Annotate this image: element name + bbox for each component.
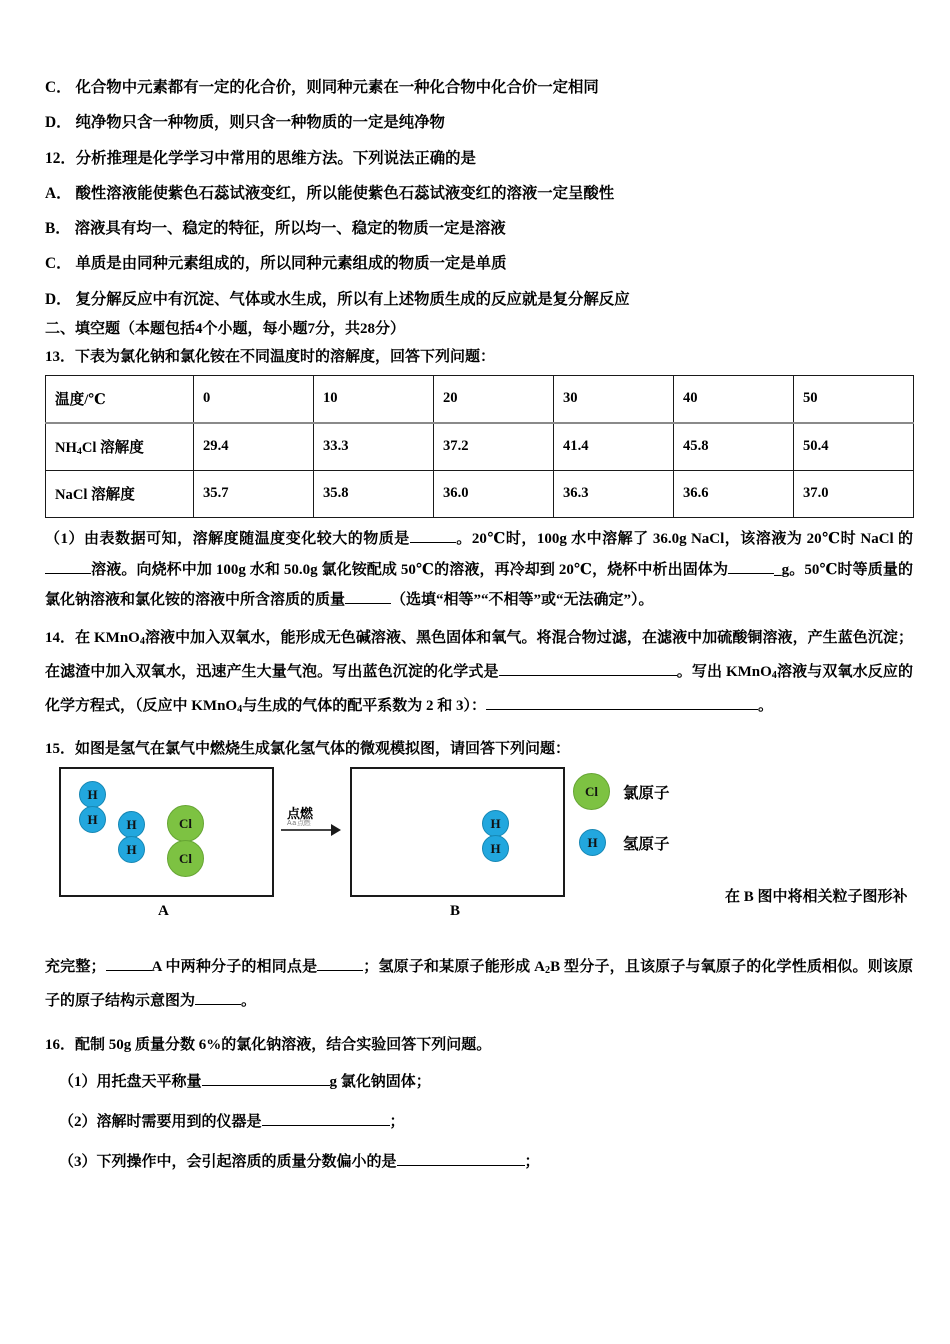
table-cell-temp-0: 0 <box>194 375 314 423</box>
table-cell-temp-1: 10 <box>314 375 434 423</box>
atom-label: H <box>87 786 98 802</box>
q16-blank-2[interactable] <box>262 1110 390 1126</box>
option-text-12-D: 复分解反应中有沉淀、气体或水生成，所以有上述物质生成的反应就是复分解反应 <box>75 290 630 308</box>
atom-hydrogen <box>118 836 145 863</box>
question-13-stem: 13．下表为氯化钠和氯化铵在不同温度时的溶解度，回答下列问题： <box>45 348 496 365</box>
question-13-body <box>45 524 913 616</box>
option-label-12-C: C． <box>45 255 72 273</box>
option-row-11-C <box>45 78 913 97</box>
question-12-stem: 12．分析推理是化学学习中常用的思维方法。下列说法正确的是 <box>45 149 476 167</box>
question-15-body <box>45 951 913 1019</box>
table-rowheader-nh4cl <box>46 423 194 471</box>
atom-label: H <box>490 840 501 856</box>
q15-text-3: ；氢原子和某原子能形成 A <box>363 959 546 976</box>
option-label-11-D: D． <box>45 114 72 132</box>
option-row-11-D <box>45 113 913 132</box>
arrow-shaft-icon <box>281 829 333 831</box>
table-cell-temp-3: 30 <box>554 375 674 423</box>
q14-text-2: 溶液中加入双氧水，能形成无色碱溶液、黑色固体和氧气。将混合物过滤，在滤液中加硫酸铜溶液，产生蓝色沉淀；在滤渣中加入双氧水，迅速产生大量气泡。写出蓝色沉淀的化学式是 <box>45 630 913 680</box>
table-cell-nacl-1: 35.8 <box>314 470 434 517</box>
arrow-head-icon <box>331 824 341 836</box>
question-16-stem: 16．配制 50g 质量分数 6%的氯化钠溶液，结合实验回答下列问题。 <box>45 1036 492 1053</box>
q13-text-1: （1）由表数据可知，溶解度随温度变化较大的物质是 <box>45 530 410 547</box>
table-cell-temp-2: 20 <box>434 375 554 423</box>
q13-blank-4[interactable] <box>345 588 391 604</box>
legend-item-hydrogen <box>573 825 913 906</box>
page-content <box>45 78 913 1180</box>
q13-text-5: （选填“相等”“不相等”或“无法确定”）。 <box>391 592 654 609</box>
q14-sub-3: 4 <box>237 703 243 715</box>
atom-hydrogen <box>118 811 145 838</box>
q15-blank-2[interactable] <box>317 955 363 971</box>
q15-sub-1: 2 <box>545 965 551 977</box>
chlorine-atom-icon <box>573 773 610 810</box>
reaction-arrow <box>281 803 343 847</box>
nh4cl-sub: 4 <box>76 446 82 458</box>
option-text-11-D: 纯净物只含一种物质，则只含一种物质的一定是纯净物 <box>75 114 445 132</box>
table-row-nh4cl <box>46 423 914 471</box>
question-16-item-2 <box>59 1110 913 1131</box>
solubility-table <box>45 375 914 518</box>
atom-label: Cl <box>179 815 192 831</box>
atom-label: H <box>126 816 137 832</box>
q16-item1-pre: （1）用托盘天平称量 <box>59 1073 202 1090</box>
nh4cl-pre: NH <box>55 440 77 457</box>
q14-text-4: 溶液与双氧水反应的化学方程式，（反应中 KMnO <box>45 663 913 714</box>
question-16-item-3 <box>59 1150 913 1171</box>
q14-blank-1[interactable] <box>499 660 677 676</box>
q15-text-2: A 中两种分子的相同点是 <box>151 959 318 976</box>
table-cell-nacl-5: 37.0 <box>794 470 914 517</box>
option-label-12-D: D． <box>45 290 72 308</box>
table-row-nacl <box>46 470 914 517</box>
q15-blank-3[interactable] <box>195 989 241 1005</box>
q13-blank-3[interactable] <box>728 558 774 574</box>
atom-chlorine <box>167 805 204 842</box>
hydrogen-atom-icon <box>579 829 606 856</box>
option-row-12-A <box>45 184 913 203</box>
option-text-12-B: 溶液具有均一、稳定的特征，所以均一、稳定的物质一定是溶液 <box>74 220 506 237</box>
table-cell-nh4cl-3: 41.4 <box>554 423 674 471</box>
diagram-box-b <box>350 767 565 897</box>
diagram-label-b: B <box>450 903 461 920</box>
table-cell-nh4cl-4: 45.8 <box>674 423 794 471</box>
q13-blank-1[interactable] <box>410 527 456 543</box>
option-row-12-B <box>45 219 913 238</box>
table-cell-nh4cl-0: 29.4 <box>194 423 314 471</box>
section-2-heading: 二、填空题（本题包括4个小题，每小题7分，共28分） <box>45 320 406 337</box>
option-text-12-A: 酸性溶液能使紫色石蕊试液变红，所以能使紫色石蕊试液变红的溶液一定呈酸性 <box>75 184 615 202</box>
question-16-item-1 <box>59 1070 913 1091</box>
q16-item3-pre: （3）下列操作中，会引起溶质的质量分数偏小的是 <box>59 1153 397 1170</box>
table-cell-nacl-4: 36.6 <box>674 470 794 517</box>
legend-symbol: H <box>587 834 598 850</box>
atom-label: Cl <box>179 850 192 866</box>
q13-text-3: 溶液。向烧杯中加 100g 水和 50.0g 氯化铵配成 50℃的溶液，再冷却到 20℃，烧杯中析出固体为 <box>91 561 729 578</box>
table-cell-nacl-0: 35.7 <box>194 470 314 517</box>
q16-blank-3[interactable] <box>397 1150 525 1166</box>
option-row-12-C <box>45 254 913 273</box>
q14-sub-1: 4 <box>139 636 145 648</box>
atom-chlorine <box>167 840 204 877</box>
diagram-label-a: A <box>158 903 169 920</box>
question-14-body <box>45 622 913 723</box>
option-text-11-C: 化合物中元素都有一定的化合价，则同种元素在一种化合物中化合价一定相同 <box>75 79 599 96</box>
table-rowheader-nacl: NaCl 溶解度 <box>46 470 194 517</box>
q16-item2-post: ； <box>389 1113 405 1130</box>
q13-blank-2[interactable] <box>45 558 91 574</box>
q13-text-2: 。20℃时，100g 水中溶解了 36.0g NaCl，该溶液为 20℃时 NaCl 的 <box>455 530 913 547</box>
q14-sub-2: 4 <box>771 669 777 681</box>
table-cell-nacl-2: 36.0 <box>434 470 554 517</box>
table-cell-nh4cl-2: 37.2 <box>434 423 554 471</box>
atom-label: H <box>490 815 501 831</box>
q14-text-6: 。 <box>757 697 773 714</box>
legend-item-chlorine <box>573 773 913 825</box>
table-rowheader-temperature: 温度/℃ <box>46 375 194 423</box>
option-label-12-A: A． <box>45 184 72 202</box>
option-label-11-C: C． <box>45 79 72 96</box>
table-cell-nh4cl-1: 33.3 <box>314 423 434 471</box>
diagram-box-a <box>59 767 274 897</box>
q15-text-4: B 型分子，且该原子与氧原子的化学性质相似。则该原子的原子结构示意图为 <box>45 959 913 1009</box>
q13-text-4: _g。50℃时等质量的氯化钠溶液和氯化铵的溶液中所含溶质的质量 <box>45 561 913 609</box>
table-row-temperature <box>46 375 914 423</box>
reaction-condition-label: 点燃 <box>287 806 314 822</box>
atom-label: H <box>126 841 137 857</box>
nh4cl-post: Cl 溶解度 <box>81 440 144 457</box>
legend-label-chlorine: 氯原子 <box>623 785 670 803</box>
molecular-diagram <box>45 767 913 925</box>
q14-blank-2[interactable] <box>486 694 758 710</box>
q16-blank-1[interactable] <box>202 1070 330 1086</box>
legend-label-hydrogen: 氢原子 <box>623 836 670 854</box>
q16-item2-pre: （2）溶解时需要用到的仪器是 <box>59 1113 262 1130</box>
atom-hydrogen <box>79 781 106 808</box>
q16-item3-post: ； <box>524 1153 540 1170</box>
option-label-12-B: B． <box>45 220 71 237</box>
q15-text-5: 。 <box>241 993 257 1009</box>
diagram-legend <box>573 773 913 906</box>
atom-hydrogen <box>79 806 106 833</box>
table-cell-temp-4: 40 <box>674 375 794 423</box>
table-cell-nh4cl-5: 50.4 <box>794 423 914 471</box>
question-15-stem: 15．如图是氢气在氯气中燃烧生成氯化氢气体的微观模拟图，请回答下列问题： <box>45 741 571 758</box>
atom-hydrogen <box>482 835 509 862</box>
legend-symbol: Cl <box>585 783 598 799</box>
q14-text-5: 与生成的气体的配平系数为 2 和 3）： <box>242 697 486 714</box>
q15-blank-1[interactable] <box>106 955 152 971</box>
diagram-instruction-note: 在 B 图中将相关粒子图形补 <box>725 889 908 906</box>
option-row-12-D <box>45 290 913 309</box>
q15-text-1: 充完整； <box>45 959 106 976</box>
q16-item1-post: g 氯化钠固体； <box>329 1073 431 1090</box>
table-cell-nacl-3: 36.3 <box>554 470 674 517</box>
atom-label: H <box>87 811 98 827</box>
option-text-12-C: 单质是由同种元素组成的，所以同种元素组成的物质一定是单质 <box>75 255 507 273</box>
reaction-condition-secondary: A a 点燃 <box>287 820 311 828</box>
table-cell-temp-5: 50 <box>794 375 914 423</box>
atom-hydrogen <box>482 810 509 837</box>
q14-text-3: 。写出 KMnO <box>676 663 772 680</box>
q14-text-1: 14．在 KMnO <box>45 630 140 646</box>
